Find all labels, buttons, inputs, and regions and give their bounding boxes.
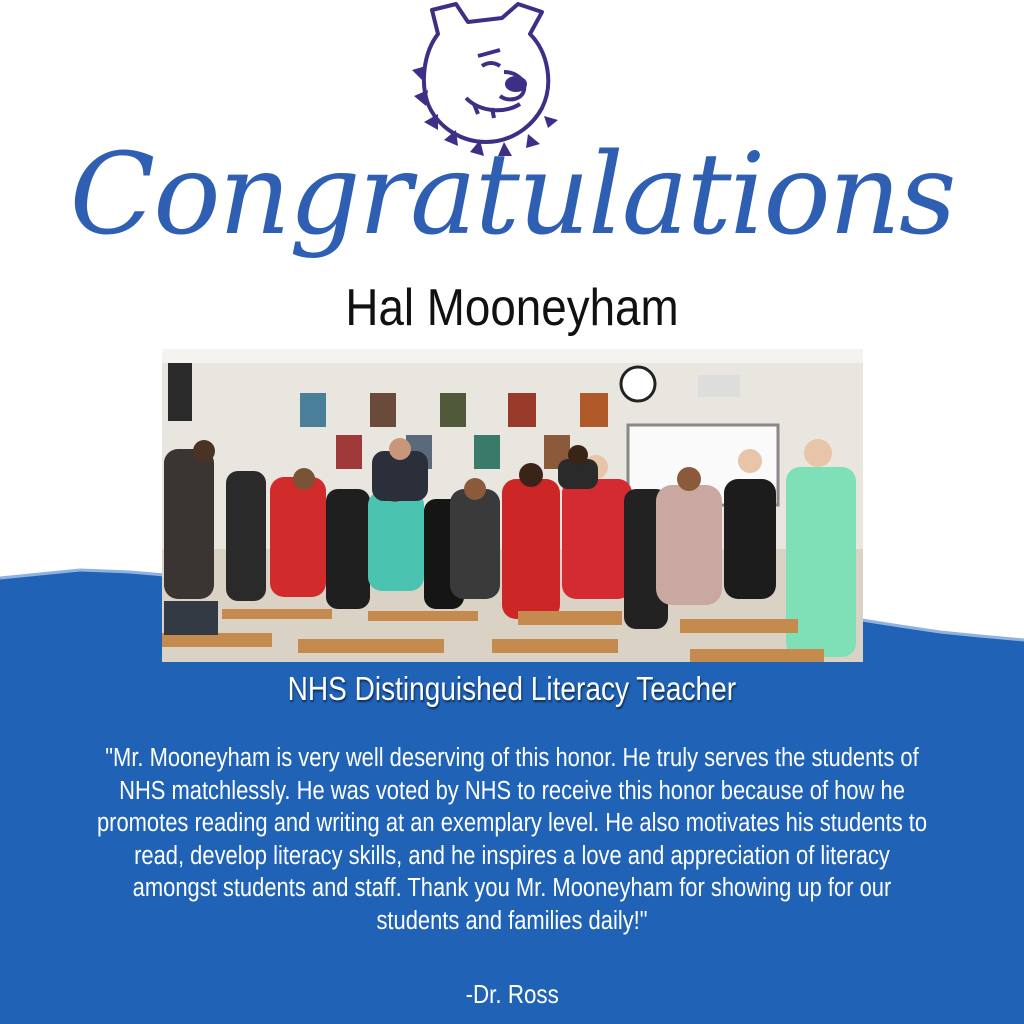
quote-text: "Mr. Mooneyham is very well deserving of this honor. He truly serves the students of NHS matchlessly. He was voted by NHS to receive this honor because of how he promotes reading and writing at an exemplary level. He also motivates his students to read, develop literacy skills, and he inspires a love and appreciation of literacy amongst students and staff. Thank you Mr. Mooneyham for showing up for our students and families daily!" bbox=[96, 744, 928, 935]
group-photo-image bbox=[162, 349, 863, 662]
award-title: NHS Distinguished Literacy Teacher bbox=[287, 670, 737, 707]
congratulations-headline: Congratulations bbox=[69, 130, 955, 260]
quote-attribution: -Dr. Ross bbox=[465, 979, 559, 1009]
honoree-name: Hal Mooneyham bbox=[345, 279, 679, 337]
